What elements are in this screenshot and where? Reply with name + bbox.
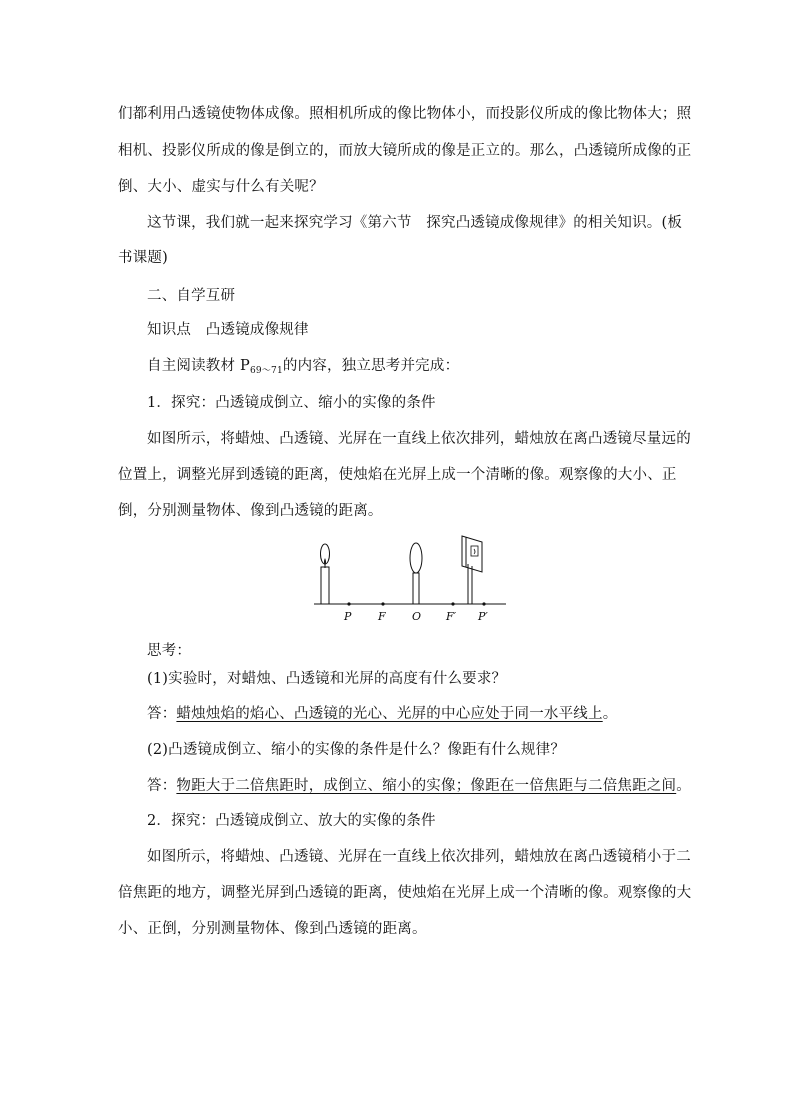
question-1: (1)实验时，对蜡烛、凸透镜和光屏的高度有什么要求？	[147, 671, 507, 687]
reading-instruction	[147, 356, 459, 381]
optics-bench-figure	[310, 532, 510, 624]
label-p-prime: P′	[478, 610, 488, 623]
convex-lens-icon	[410, 543, 422, 604]
answer-2-end: 。	[676, 778, 691, 794]
intro-line-1: 们都利用凸透镜使物体成像。照相机所成的像比物体小，而投影仪所成的像比物体大；照	[118, 106, 692, 122]
experiment-2-title: 2．探究：凸透镜成倒立、放大的实像的条件	[147, 813, 436, 829]
light-screen-icon	[462, 536, 482, 604]
answer-1-text: 蜡烛烛焰的焰心、凸透镜的光心、光屏的中心应处于同一水平线上	[176, 706, 603, 722]
experiment-1-line-3: 倒，分别测量物体、像到凸透镜的距离。	[118, 503, 383, 519]
intro-line-2: 相机、投影仪所成的像是倒立的，而放大镜所成的像是正立的。那么，凸透镜所成像的正	[118, 143, 692, 159]
question-2: (2)凸透镜成倒立、缩小的实像的条件是什么？像距有什么规律？	[147, 742, 566, 758]
knowledge-point: 知识点 凸透镜成像规律	[147, 322, 309, 338]
answer-1-prefix: 答：	[147, 706, 177, 722]
experiment-1-line-2: 位置上，调整光屏到透镜的距离，使烛焰在光屏上成一个清晰的像。观察像的大小、正	[118, 467, 677, 483]
experiment-1-line-1: 如图所示，将蜡烛、凸透镜、光屏在一直线上依次排列，蜡烛放在离凸透镜尽量远的	[147, 431, 691, 447]
point-f	[381, 602, 384, 605]
lesson-line-1: 这节课，我们就一起来探究学习《第六节 探究凸透镜成像规律》的相关知识。(板	[147, 215, 683, 231]
answer-1-end: 。	[602, 706, 618, 722]
intro-line-3: 倒、大小、虚实与什么有关呢？	[118, 179, 324, 195]
page-range: 69～71	[249, 366, 283, 376]
reading-suffix: 的内容，独立思考并完成：	[282, 358, 460, 374]
label-f: F	[378, 610, 386, 623]
experiment-2-line-3: 小、正倒，分别测量物体、像到凸透镜的距离。	[118, 921, 427, 937]
answer-1	[147, 704, 617, 724]
reading-prefix: 自主阅读教材 P	[147, 358, 250, 374]
answer-2-text: 物距大于二倍焦距时，成倒立、缩小的实像；像距在一倍焦距与二倍焦距之间	[176, 778, 677, 794]
section-heading: 二、自学互研	[147, 288, 236, 304]
think-heading: 思考：	[147, 643, 192, 659]
label-f-prime: F′	[446, 610, 457, 623]
answer-2	[147, 776, 691, 796]
optics-bench-diagram	[310, 532, 510, 624]
candle-icon	[321, 544, 330, 604]
point-p	[347, 602, 350, 605]
experiment-2-line-2: 倍焦距的地方，调整光屏到凸透镜的距离，使烛焰在光屏上成一个清晰的像。观察像的大	[118, 885, 692, 901]
lesson-line-2: 书课题)	[118, 250, 168, 266]
label-o: O	[412, 610, 422, 623]
experiment-2-line-1: 如图所示，将蜡烛、凸透镜、光屏在一直线上依次排列，蜡烛放在离凸透镜稍小于二	[147, 849, 691, 865]
point-f-prime	[451, 602, 454, 605]
answer-2-prefix: 答：	[147, 778, 177, 794]
label-p: P	[344, 610, 352, 623]
point-p-prime	[482, 602, 485, 605]
experiment-1-title: 1．探究：凸透镜成倒立、缩小的实像的条件	[147, 395, 436, 411]
